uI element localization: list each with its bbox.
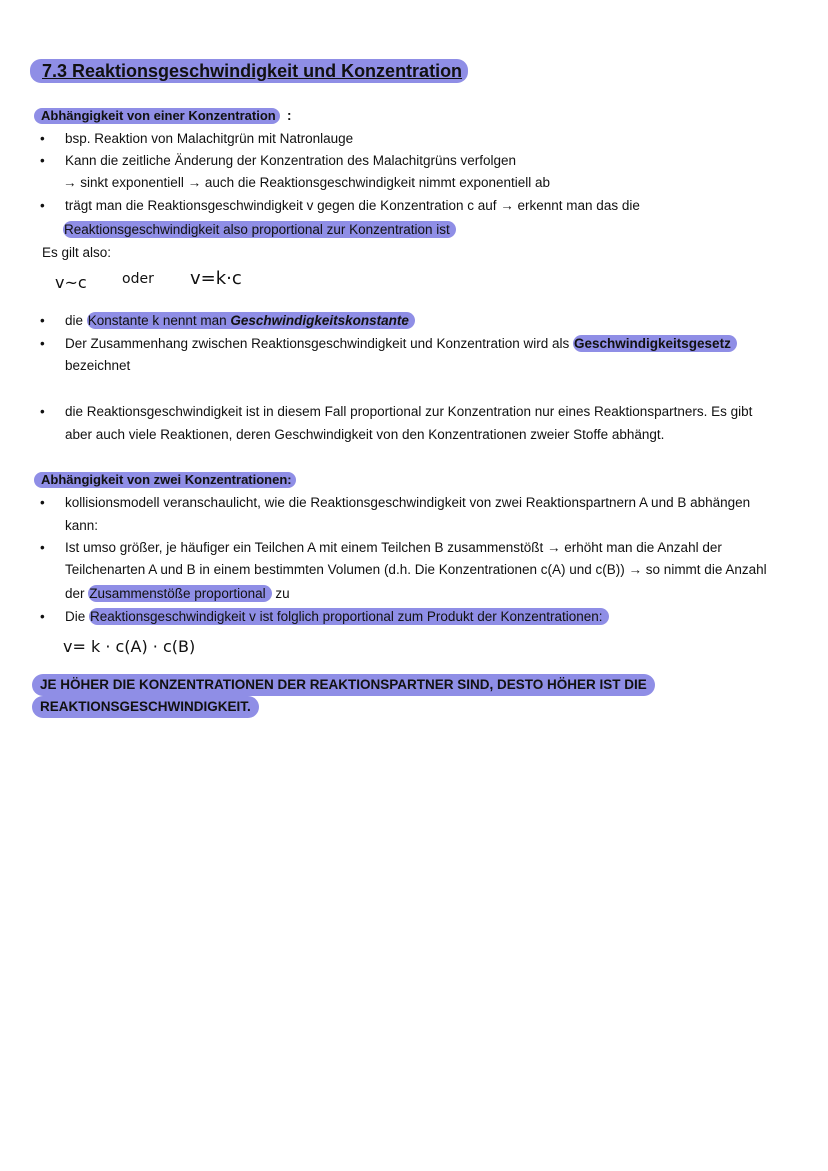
conclusion-line-1: JE HÖHER DIE KONZENTRATIONEN DER REAKTIONSPARTNER SIND, DESTO HÖHER IST DIE	[32, 674, 655, 696]
list-item-collisions-cont: Teilchenarten A und B in einem bestimmten Volumen (d.h. Die Konzentrationen c(A) und c(B)) → so nimmt die Anzahl	[65, 562, 767, 577]
constant-bold: Geschwindigkeitskonstante	[230, 313, 409, 328]
collisions-pre: der	[65, 586, 89, 601]
conclusion-line-2: REAKTIONSGESCHWINDIGKEIT.	[32, 696, 259, 718]
bullet-point: •	[40, 131, 45, 146]
constant-hl-text: Konstante k nennt man	[87, 313, 231, 328]
collisions-post: zu	[271, 586, 290, 601]
formula-two-concentrations: v= k · c(A) · c(B)	[63, 637, 196, 656]
bullet-point: •	[40, 609, 45, 624]
bullet-point: •	[40, 404, 45, 419]
page-title: 7.3 Reaktionsgeschwindigkeit und Konzentration	[30, 59, 468, 83]
section-heading-two-concentrations: Abhängigkeit von zwei Konzentrationen:	[34, 472, 296, 488]
es-gilt-label: Es gilt also:	[42, 245, 112, 260]
highlight-proportional: Reaktionsgeschwindigkeit also proportional zur Konzentration ist	[63, 221, 456, 238]
constant-pre: die	[65, 313, 87, 328]
list-item-collisions: Ist umso größer, je häufiger ein Teilchen A mit einem Teilchen B zusammenstößt → erhöht man die Anzahl der	[65, 540, 722, 555]
section-heading-colon: :	[287, 108, 292, 123]
rate-law-pre: Der Zusammenhang zwischen Reaktionsgeschwindigkeit und Konzentration wird als	[65, 336, 574, 351]
highlight-constant	[87, 312, 415, 329]
list-item-observation: Kann die zeitliche Änderung der Konzentration des Malachitgrüns verfolgen	[65, 153, 517, 168]
list-item-plot-cont	[63, 221, 456, 239]
list-item-example: bsp. Reaktion von Malachitgrün mit Natronlauge	[65, 131, 354, 146]
bullet-point: •	[40, 540, 45, 555]
highlight-collisions: Zusammenstöße proportional	[88, 585, 271, 602]
bullet-point: •	[40, 313, 45, 328]
list-item-single-partner-cont: aber auch viele Reaktionen, deren Geschwindigkeit von den Konzentrationen zweier Stoffe abhängt.	[65, 427, 665, 442]
highlight-product: Reaktionsgeschwindigkeit v ist folglich proportional zum Produkt der Konzentrationen:	[89, 608, 609, 625]
list-item-observation-sub: → sinkt exponentiell → auch die Reaktionsgeschwindigkeit nimmt exponentiell ab	[63, 175, 551, 190]
section-heading-text: Abhängigkeit von einer Konzentration	[41, 108, 276, 123]
list-item-rate-law-cont: bezeichnet	[65, 358, 131, 373]
section-heading-one-concentration	[34, 108, 280, 124]
list-item-collisions-cont2	[65, 585, 290, 603]
highlight-rate-law: Geschwindigkeitsgesetz	[573, 335, 737, 352]
bullet-point: •	[40, 495, 45, 510]
formula-rate-law: v=k·c	[190, 268, 242, 289]
bullet-point: •	[40, 336, 45, 351]
list-item-constant	[65, 312, 415, 330]
list-item-collision-model-cont: kann:	[65, 518, 99, 533]
list-item-plot: trägt man die Reaktionsgeschwindigkeit v gegen die Konzentration c auf → erkennt man das die	[65, 198, 640, 213]
bullet-point: •	[40, 153, 45, 168]
list-item-product	[65, 608, 609, 626]
formula-oder: oder	[122, 271, 154, 287]
list-item-rate-law	[65, 335, 737, 353]
bullet-point: •	[40, 198, 45, 213]
list-item-collision-model: kollisionsmodell veranschaulicht, wie die Reaktionsgeschwindigkeit von zwei Reaktionspartnern A und B abhängen	[65, 495, 751, 510]
formula-proportional: v~c	[55, 273, 87, 292]
product-pre: Die	[65, 609, 90, 624]
list-item-single-partner: die Reaktionsgeschwindigkeit ist in diesem Fall proportional zur Konzentration nur eines Reaktionspartners. Es gibt	[65, 404, 753, 419]
